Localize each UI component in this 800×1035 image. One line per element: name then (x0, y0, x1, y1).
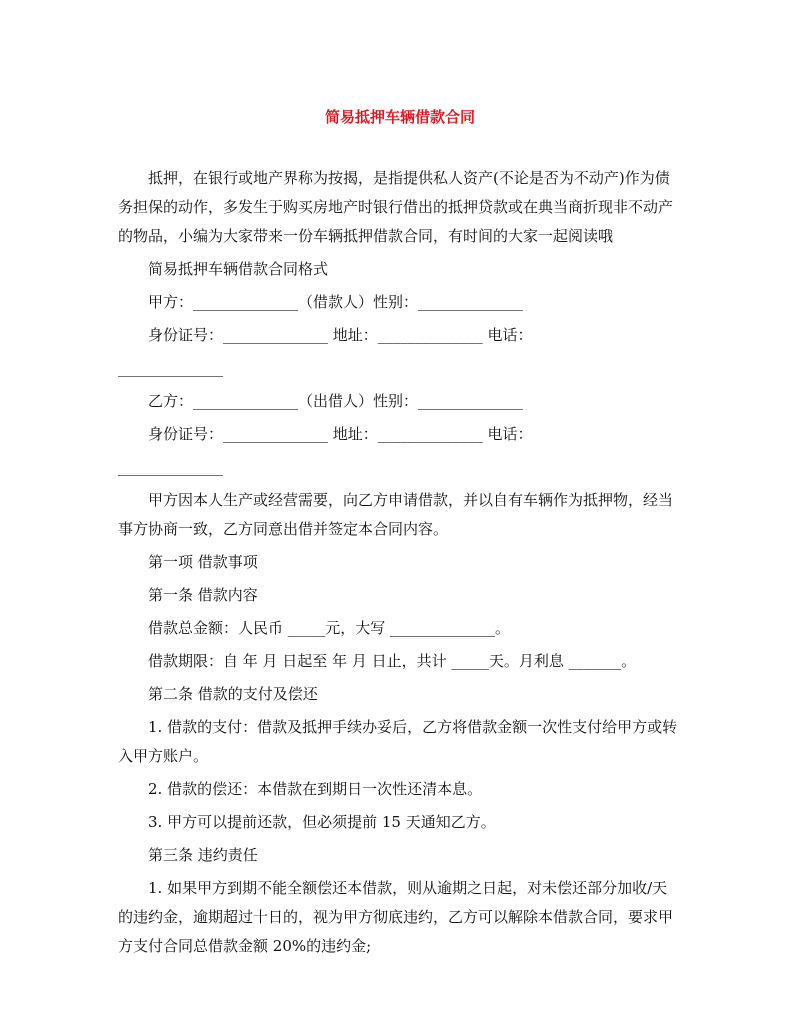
party-a-id-line: 身份证号：______________ 地址：______________ 电话： (148, 326, 533, 344)
article3-heading: 第三条 违约责任 (148, 846, 258, 864)
agreement-paragraph: 甲方因本人生产或经营需要，向乙方申请借款，并以自有车辆作为抵押物，经当事方协商一致，乙方同意出借并签定本合同内容。 (118, 491, 674, 538)
loan-amount-line: 借款总金额：人民币 _____元，大写 ______________。 (148, 619, 511, 637)
document-title: 简易抵押车辆借款合同 (324, 108, 475, 126)
format-heading: 简易抵押车辆借款合同格式 (148, 260, 329, 278)
item1-heading: 第一项 借款事项 (148, 553, 258, 571)
document-body (118, 164, 684, 961)
party-a-line: 甲方：______________（借款人）性别：______________ (148, 293, 524, 311)
intro-paragraph: 抵押，在银行或地产界称为按揭，是指提供私人资产(不论是否为不动产)作为债务担保的动作，多发生于购买房地产时银行借出的抵押贷款或在典当商折现非不动产的物品，小编为大家带来一份车辆抵押借款合同，有时间的大家一起阅读哦 (118, 169, 674, 245)
article2-clause3: 3. 甲方可以提前还款，但必须提前 15 天通知乙方。 (148, 813, 496, 831)
article2-heading: 第二条 借款的支付及偿还 (148, 685, 318, 703)
party-b-line: 乙方：______________（出借人）性别：______________ (148, 392, 524, 410)
loan-term-line: 借款期限：自 年 月 日起至 年 月 日止，共计 _____天。月利息 _______。 (148, 652, 637, 670)
article2-clause2: 2. 借款的偿还：本借款在到期日一次性还清本息。 (148, 780, 483, 798)
article3-clause1: 1. 如果甲方到期不能全额偿还本借款，则从逾期之日起，对未偿还部分加收/天 的违约金，逾期超过十日的，视为甲方彻底违约，乙方可以解除本借款合同，要求甲方支付合同总借款金额 20%的违约金; (118, 879, 674, 955)
party-b-id-line: 身份证号：______________ 地址：______________ 电话： (148, 425, 533, 443)
party-a-phone-blank: ______________ (118, 359, 223, 377)
party-b-phone-blank: ______________ (118, 458, 223, 476)
article2-clause1: 1. 借款的支付：借款及抵押手续办妥后，乙方将借款金额一次性支付给甲方或转入甲方账户。 (118, 718, 678, 765)
article1-heading: 第一条 借款内容 (148, 586, 258, 604)
